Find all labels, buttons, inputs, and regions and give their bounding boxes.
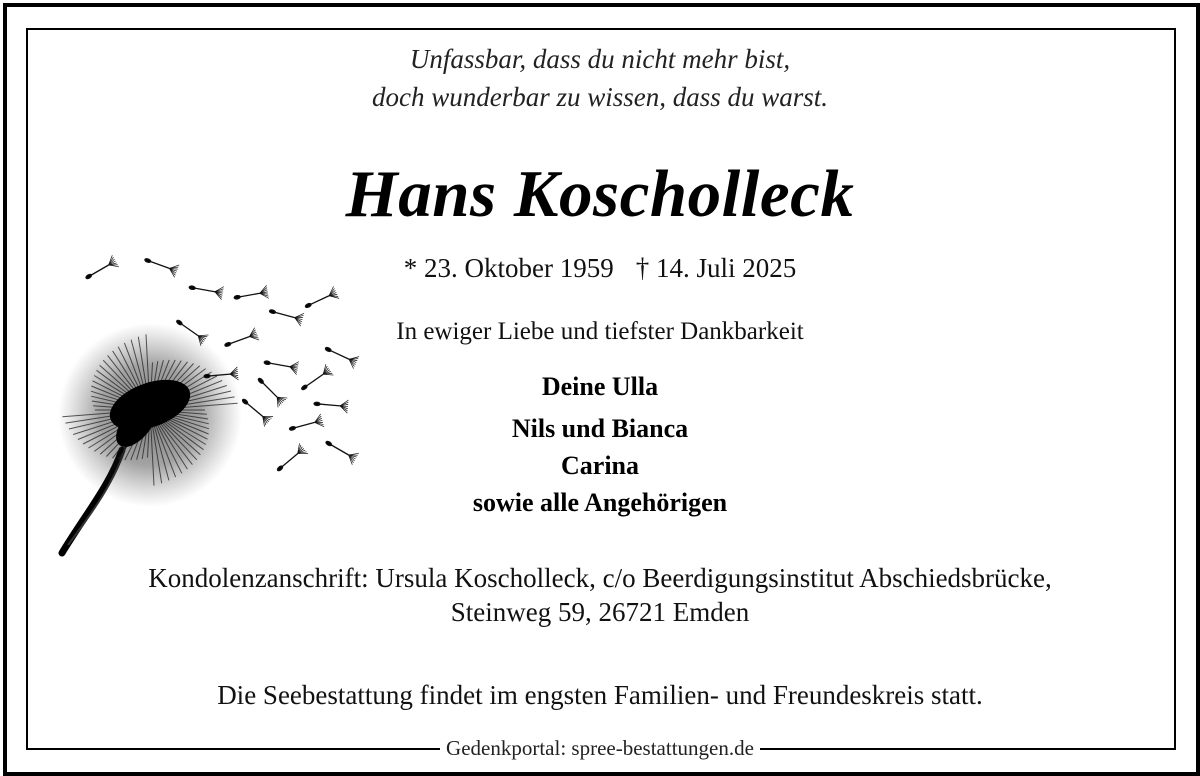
address-line-2: Steinweg 59, 26721 Emden: [450, 597, 750, 627]
quote-line-1: Unfassbar, dass du nicht mehr bist,: [409, 44, 791, 74]
address-line-1: Kondolenzanschrift: Ursula Koscholleck, c/o Beerdigungsinstitut Abschiedsbrücke,: [148, 563, 1052, 593]
mourner-3: Carina: [561, 451, 639, 480]
quote-line-2: doch wunderbar zu wissen, dass du warst.: [371, 82, 829, 112]
mourner-4: sowie alle Angehörigen: [472, 488, 728, 517]
mourner-1: Deine Ulla: [541, 372, 659, 401]
deceased-name: Hans Koscholleck: [345, 157, 855, 231]
burial-notice: Die Seebestattung findet im engsten Familien- und Freundeskreis statt.: [217, 680, 983, 710]
death-date: † 14. Juli 2025: [635, 253, 797, 283]
birth-date: * 23. Oktober 1959: [403, 253, 614, 283]
footer: [0, 734, 1200, 764]
life-dates: [0, 253, 1200, 284]
memorial-portal-link[interactable]: Gedenkportal: spree-bestattungen.de: [440, 736, 760, 761]
dedication-text: In ewiger Liebe und tiefster Dankbarkeit: [396, 318, 804, 345]
mourner-2: Nils und Bianca: [511, 414, 689, 443]
